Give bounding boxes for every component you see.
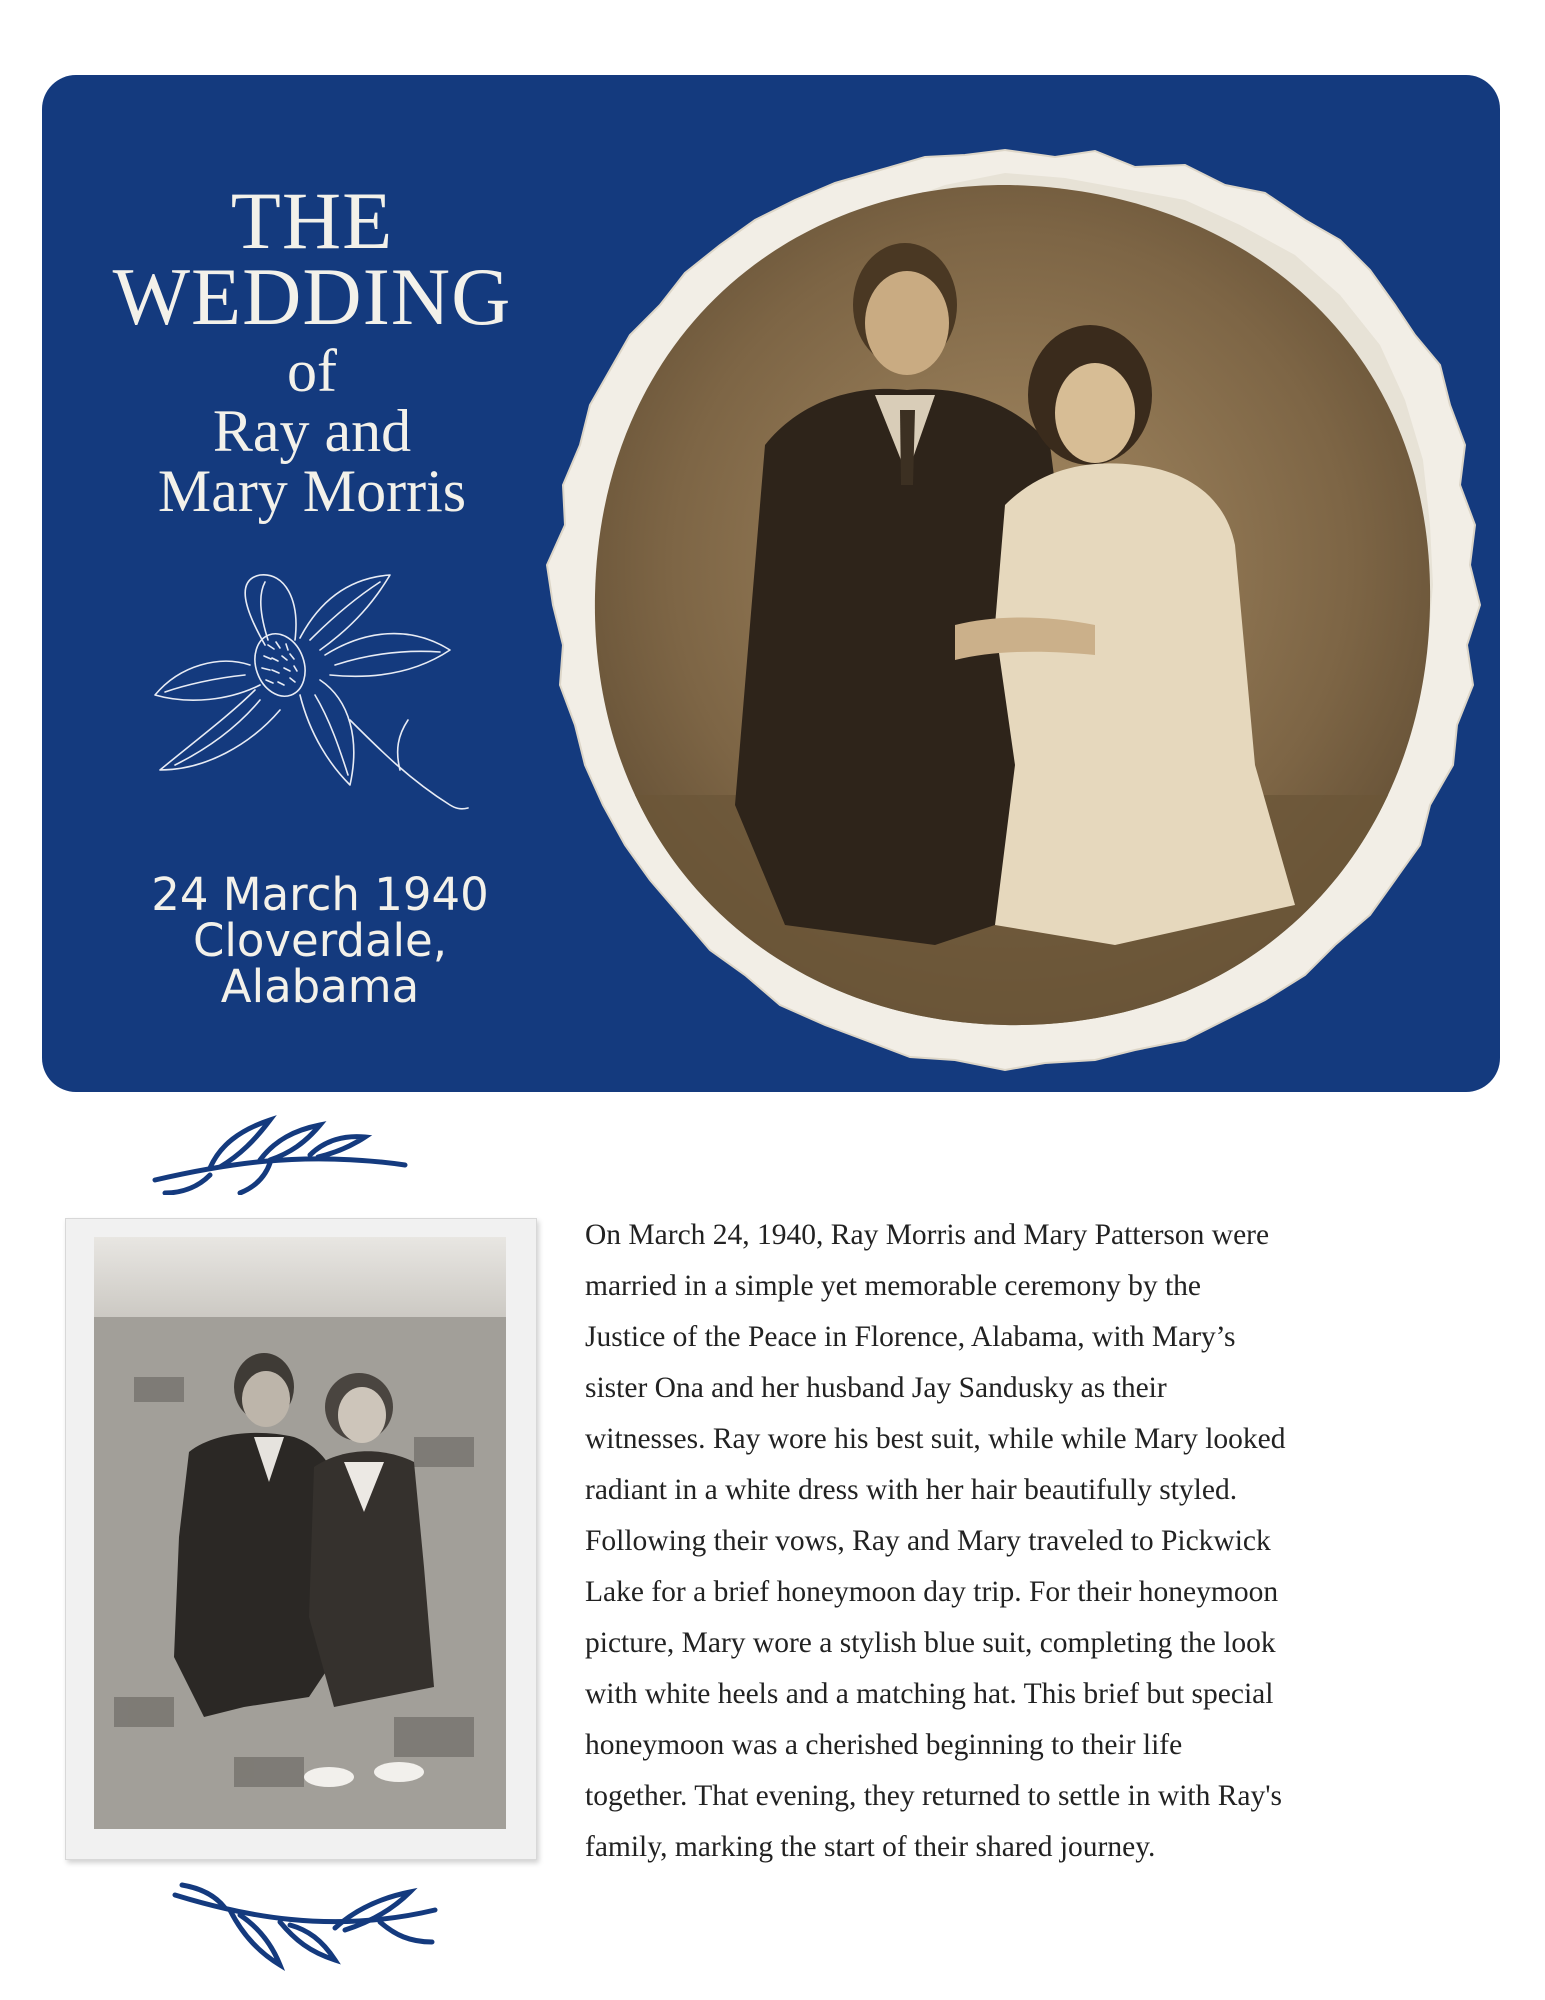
story-line: radiant in a white dress with her hair beautifully styled.: [585, 1474, 1238, 1506]
title-the: THE: [230, 175, 394, 266]
wedding-state: Alabama: [220, 960, 420, 1013]
laurel-sprig-icon: [170, 1880, 440, 1975]
title-of: of: [287, 338, 337, 404]
wedding-story: [585, 1210, 1465, 1873]
story-line: witnesses. Ray wore his best suit, while while Mary looked: [585, 1423, 1286, 1455]
story-line: picture, Mary wore a stylish blue suit, completing the look: [585, 1627, 1276, 1659]
story-line: with white heels and a matching hat. This brief but special: [585, 1678, 1274, 1710]
story-line: Lake for a brief honeymoon day trip. For their honeymoon: [585, 1576, 1279, 1608]
story-line: family, marking the start of their shared journey.: [585, 1831, 1156, 1863]
story-line: married in a simple yet memorable ceremony by the: [585, 1270, 1201, 1302]
story-line: Following their vows, Ray and Mary traveled to Pickwick: [585, 1525, 1271, 1557]
wedding-portrait-photo: [535, 145, 1485, 1075]
story-line: Justice of the Peace in Florence, Alabama, with Mary’s: [585, 1321, 1236, 1353]
story-line: On March 24, 1940, Ray Morris and Mary Patterson were: [585, 1219, 1270, 1251]
wedding-date: 24 March 1940: [151, 868, 489, 921]
title-names-line2: Mary Morris: [157, 458, 467, 524]
title-wedding: WEDDING: [112, 251, 512, 342]
title-names-line1: Ray and: [212, 398, 412, 464]
wedding-title: [42, 105, 582, 524]
story-line: honeymoon was a cherished beginning to their life: [585, 1729, 1183, 1761]
laurel-sprig-icon: [150, 1105, 410, 1195]
story-line: together. That evening, they returned to settle in with Ray's: [585, 1780, 1283, 1812]
magnolia-icon: [150, 570, 490, 820]
wedding-city: Cloverdale,: [192, 914, 448, 967]
wedding-date-place: [90, 868, 550, 1013]
story-line: sister Ona and her husband Jay Sandusky as their: [585, 1372, 1167, 1404]
honeymoon-photo-frame: [65, 1218, 537, 1860]
honeymoon-photo: [94, 1237, 506, 1829]
